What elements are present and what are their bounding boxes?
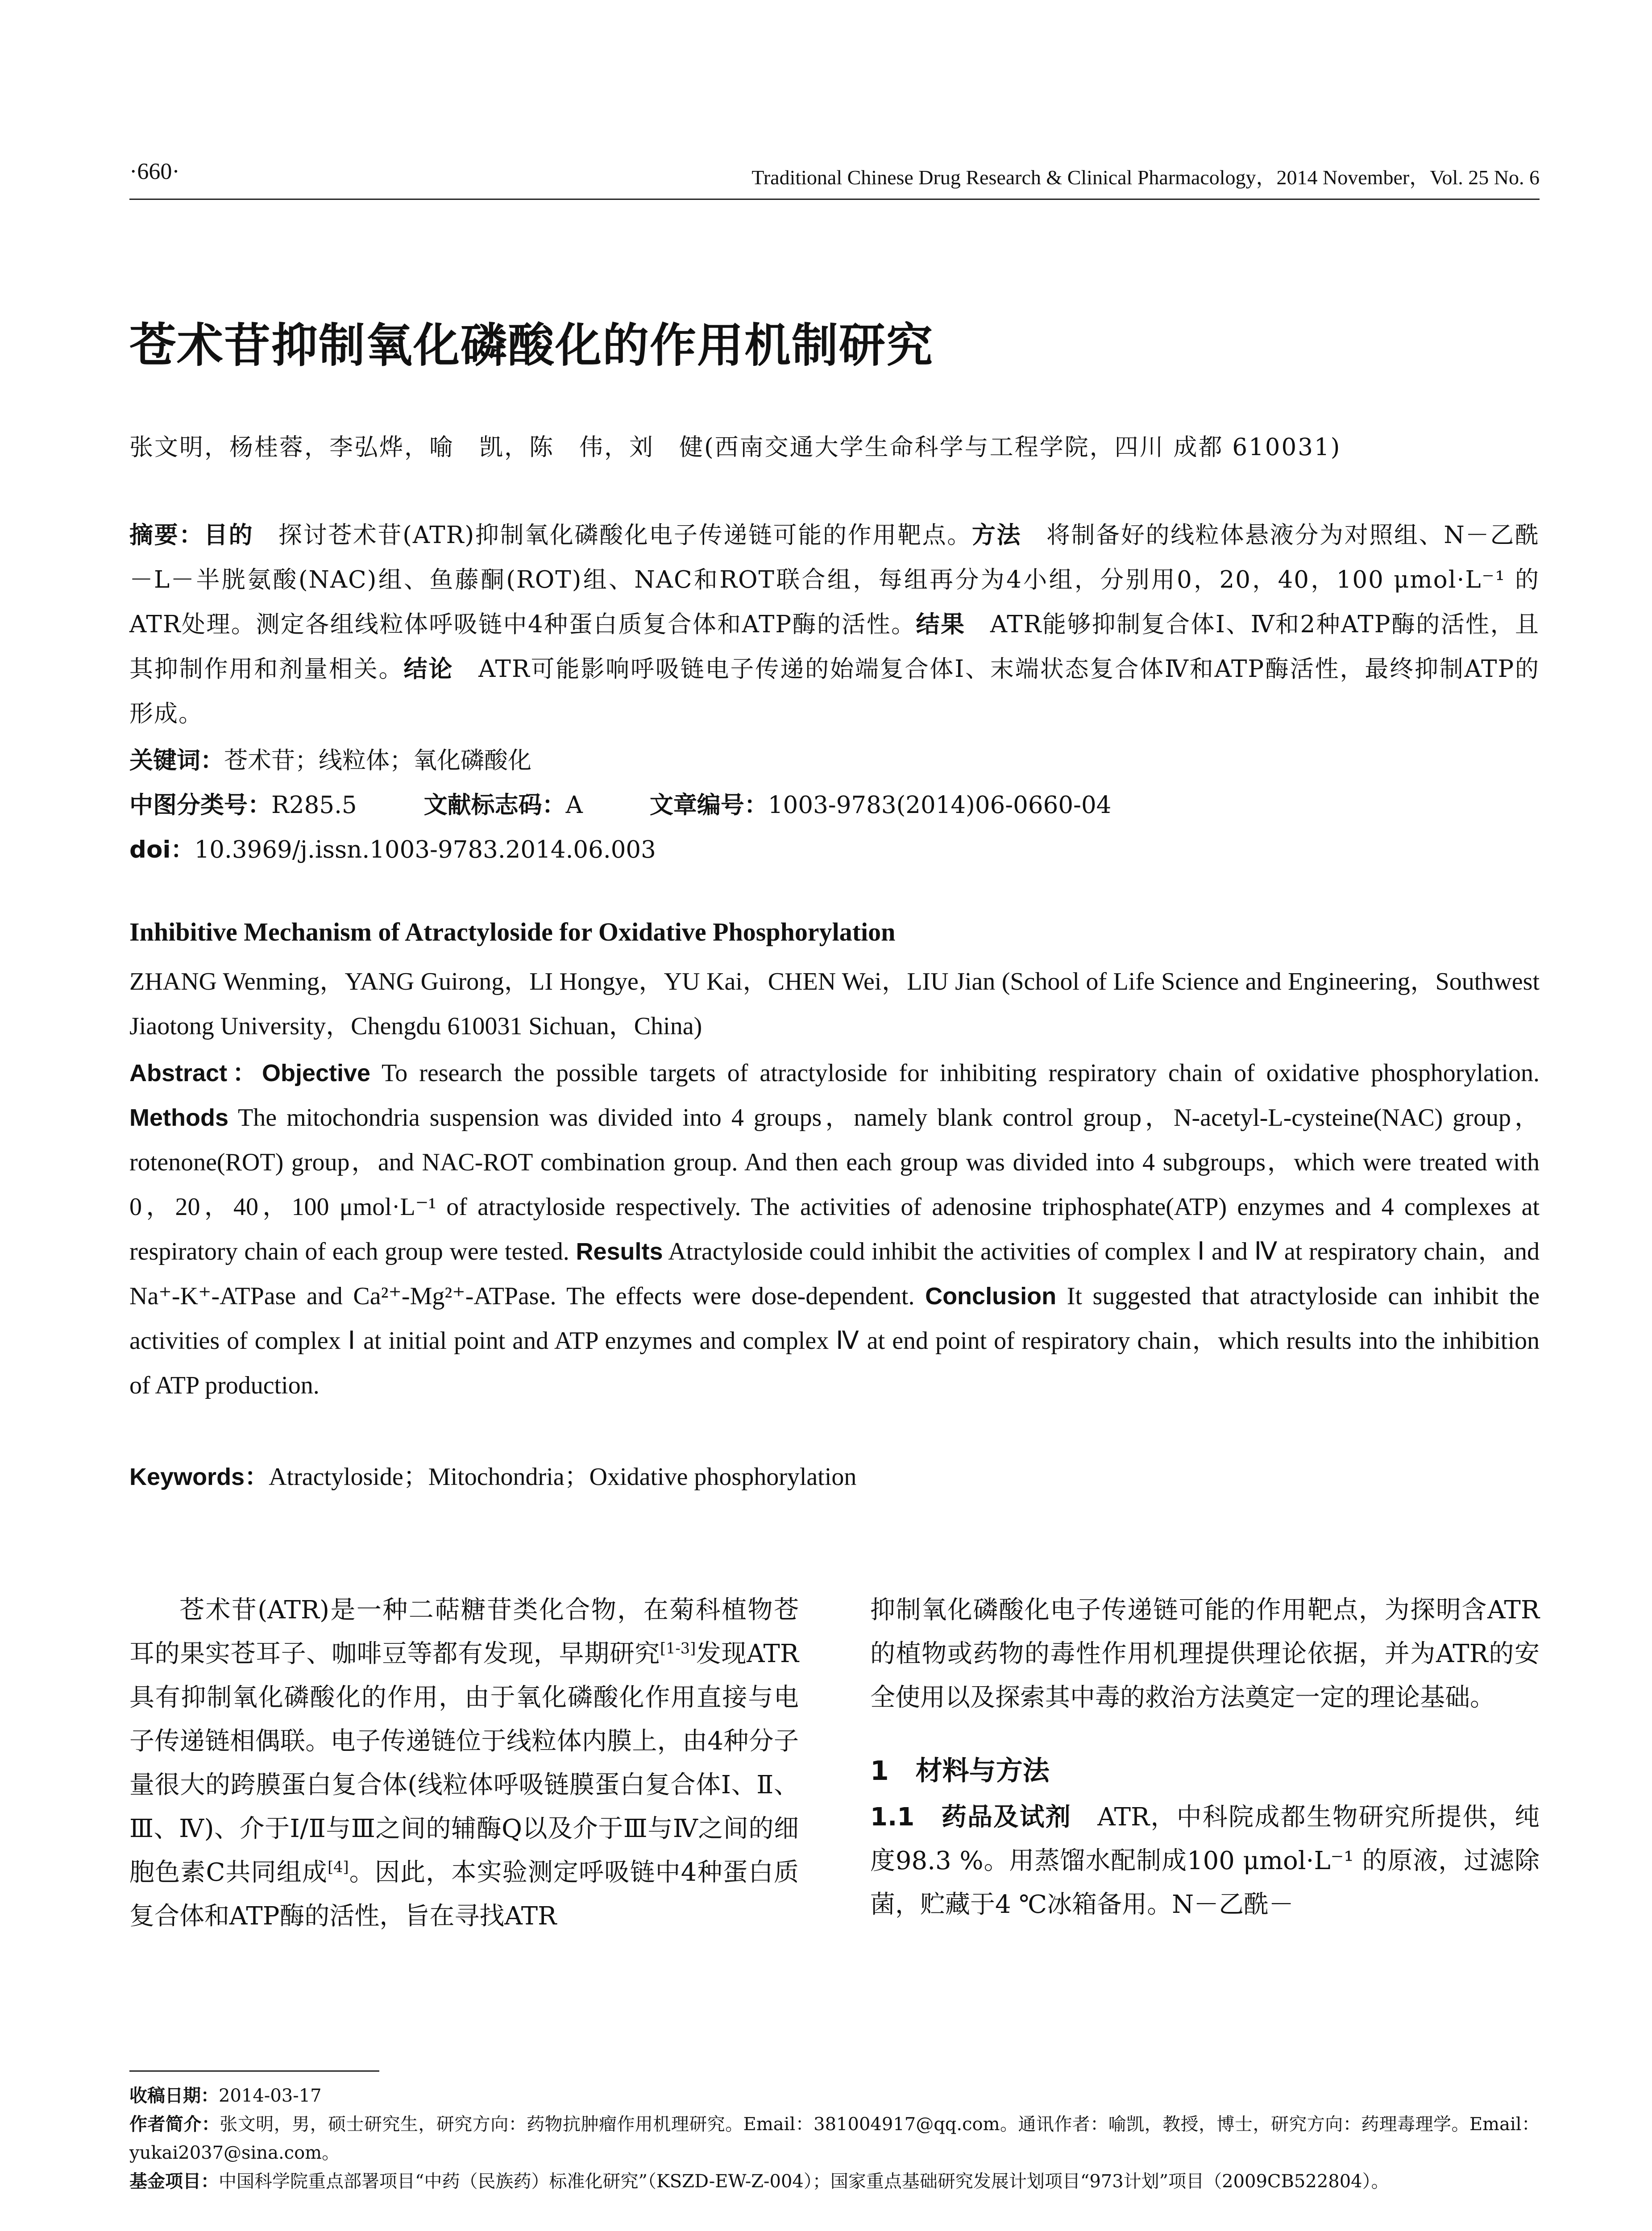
intro-paragraph [129, 1588, 799, 1938]
intro-text-1: 苍术苷(ATR)是一种二萜糖苷类化合物，在菊科植物苍耳的果实苍耳子、咖啡豆等都有发现，早期研究 [129, 1596, 799, 1668]
conclusion-en-text: It suggested that atractyloside can inhibit the activities of complex Ⅰ at initial point and ATP enzymes and complex Ⅳ at end point of respiratory chain，which results into the inhibition of ATP production. [129, 1282, 1540, 1399]
results-en-label: Results [576, 1238, 663, 1265]
clc-label: 中图分类号： [129, 792, 271, 819]
body-left-column [129, 1588, 799, 1938]
citation-ref: [1-3] [660, 1639, 696, 1657]
page-number: ·660· [129, 159, 180, 184]
journal-citation: Traditional Chinese Drug Research & Clinical Pharmacology，2014 November，Vol. 25 No. 6 [751, 166, 1540, 189]
doc-code-label: 文献标志码： [423, 792, 566, 819]
abstract-en-label: Abstract： [129, 1060, 262, 1086]
keywords-cn [129, 738, 1540, 783]
keywords-en-text: Atractyloside；Mitochondria；Oxidative phosphorylation [269, 1463, 857, 1491]
received-date [129, 2082, 1540, 2110]
footnotes [129, 2082, 1540, 2196]
results-label: 结果 [916, 611, 966, 638]
citation-ref: [4] [328, 1858, 349, 1876]
conclusion-label: 结论 [403, 655, 454, 683]
section-heading: 1 材料与方法 [870, 1755, 1050, 1787]
abstract-cn [129, 513, 1540, 736]
keywords-text: 苍术苷；线粒体；氧化磷酸化 [224, 747, 531, 774]
funding-text: 中国科学院重点部署项目“中药（民族药）标准化研究”（KSZD-EW-Z-004）；国家重点基础研究发展计划项目“973计划”项目（2009CB522804）。 [219, 2171, 1389, 2192]
subsection-heading: 1.1 药品及试剂 [870, 1803, 1071, 1832]
doi-value: 10.3969/j.issn.1003-9783.2014.06.003 [194, 836, 656, 863]
author-bio [129, 2110, 1540, 2167]
keywords-label: 关键词： [129, 747, 224, 774]
methods-text: 将制备好的线粒体悬液分为对照组、N－乙酰－L－半胱氨酸(NAC)组、鱼藤酮(ROT)组、NAC和ROT联合组，每组再分为4小组，分别用0，20，40，100 μmol·L⁻¹ 的ATR处理。测定各组线粒体呼吸链中4种蛋白质复合体和ATP酶的活性。 [129, 522, 1540, 638]
footnote-rule [129, 2070, 379, 2072]
running-head [129, 158, 1540, 194]
abstract-en [129, 1051, 1540, 1408]
doi-label: doi： [129, 836, 195, 863]
doi-line [129, 828, 1540, 872]
keywords-en-label: Keywords： [129, 1464, 269, 1490]
authors-cn: 张文明，杨桂蓉，李弘烨，喻 凯，陈 伟，刘 健(西南交通大学生命科学与工程学院，四川 成都 610031) [129, 434, 1341, 461]
article-title-cn: 苍术苷抑制氧化磷酸化的作用机制研究 [129, 318, 934, 373]
conclusion-text: ATR可能影响呼吸链电子传递的始端复合体Ⅰ、末端状态复合体Ⅳ和ATP酶活性，最终抑制ATP的形成。 [129, 655, 1540, 727]
methods-en-label: Methods [129, 1104, 228, 1131]
abstract-label: 摘要： [129, 522, 204, 549]
body-right-column [870, 1588, 1540, 1927]
clc-value: R285.5 [271, 792, 357, 819]
results-en-text: Atractyloside could inhibit the activities of complex Ⅰ and Ⅳ at respiratory chain，and Na⁺-K⁺-ATPase and Ca²⁺-Mg²⁺-ATPase. The effects were dose-dependent. [129, 1238, 1540, 1310]
intro-continued: 抑制氧化磷酸化电子传递链可能的作用靶点，为探明含ATR的植物或药物的毒性作用机理提供理论依据，并为ATR的安全使用以及探索其中毒的救治方法奠定一定的理论基础。 [870, 1596, 1540, 1712]
classification-line [129, 783, 1540, 828]
author-bio-text: 张文明，男，硕士研究生，研究方向：药物抗肿瘤作用机理研究。Email：381004917@qq.com。通讯作者：喻凯，教授，博士，研究方向：药理毒理学。Email：yukai2037@sina.com。 [129, 2114, 1540, 2163]
subsection-text: ATR，中科院成都生物研究所提供，纯度98.3 %。用蒸馏水配制成100 μmol·L⁻¹ 的原液，过滤除菌，贮藏于4 ℃冰箱备用。N－乙酰－ [870, 1803, 1540, 1919]
methods-label: 方法 [971, 522, 1022, 549]
conclusion-en-label: Conclusion [925, 1283, 1057, 1310]
intro-text-3: 。因此，本实验测定呼吸链中4种蛋白质复合体和ATP酶的活性，旨在寻找ATR [129, 1858, 799, 1931]
intro-text-2: 发现ATR具有抑制氧化磷酸化的作用，由于氧化磷酸化作用直接与电子传递链相偶联。电子传递链位于线粒体内膜上，由4种分子量很大的跨膜蛋白复合体(线粒体呼吸链膜蛋白复合体Ⅰ、Ⅱ、Ⅲ、Ⅳ)、介于Ⅰ/Ⅱ与Ⅲ之间的辅酶Q以及介于Ⅲ与Ⅳ之间的细胞色素C共同组成 [129, 1639, 799, 1887]
objective-text: 探讨苍术苷(ATR)抑制氧化磷酸化电子传递链可能的作用靶点。 [253, 522, 972, 549]
keywords-en [129, 1455, 1540, 1499]
objective-label: 目的 [203, 522, 254, 549]
methods-en-text: The mitochondria suspension was divided into 4 groups，namely blank control group，N-acetyl-L-cysteine(NAC) group，rotenone(ROT) group，and NAC-ROT combination group. And then each group was divided into 4 subgroups，which were treated with 0，20，40，100 μmol·L⁻¹ of atractyloside respectively. The activities of adenosine triphosphate(ATP) enzymes and 4 complexes at respiratory chain of each group were tested. [129, 1104, 1540, 1265]
subsection-paragraph [870, 1796, 1540, 1927]
funding [129, 2167, 1540, 2196]
article-id-value: 1003-9783(2014)06-0660-04 [768, 792, 1112, 819]
received-label: 收稿日期： [129, 2086, 219, 2106]
objective-en-text: To research the possible targets of atractyloside for inhibiting respiratory chain of oxidative phosphorylation. [370, 1059, 1540, 1087]
author-bio-label: 作者简介： [129, 2114, 220, 2135]
received-value: 2014-03-17 [219, 2086, 322, 2106]
authors-en: ZHANG Wenming，YANG Guirong，LI Hongye，YU Kai，CHEN Wei，LIU Jian (School of Life Science and Engineering，Southwest Jiaotong University，Chengdu 610031 Sichuan，China) [129, 968, 1540, 1040]
article-id-label: 文章编号： [649, 792, 768, 819]
header-rule [129, 199, 1540, 200]
objective-en-label: Objective [261, 1060, 371, 1086]
funding-label: 基金项目： [129, 2171, 219, 2192]
results-text: ATR能够抑制复合体Ⅰ、Ⅳ和2种ATP酶的活性，且其抑制作用和剂量相关。 [129, 611, 1540, 683]
doc-code-value: A [565, 792, 583, 819]
article-title-en: Inhibitive Mechanism of Atractyloside for Oxidative Phosphorylation [129, 917, 896, 946]
